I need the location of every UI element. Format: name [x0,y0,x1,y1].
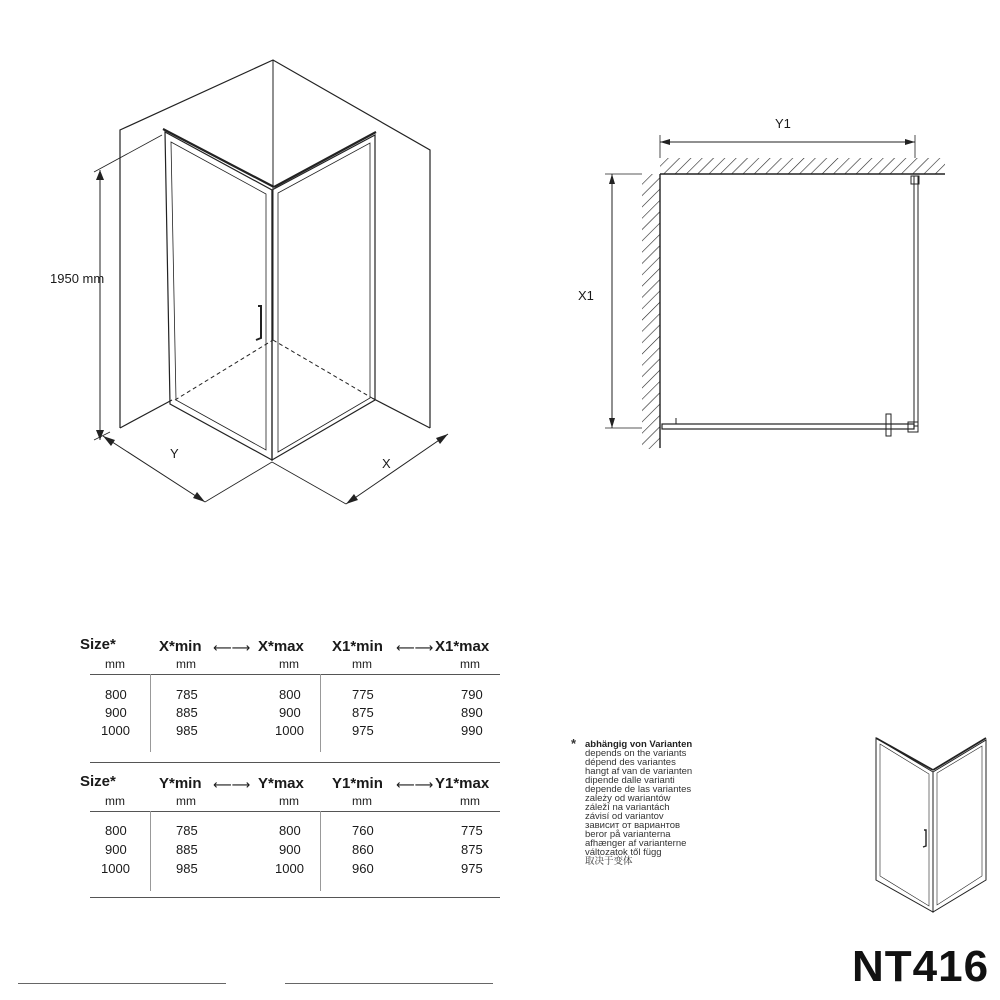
size-table-x: Size* X*min ⟵⟶ X*max X1*min ⟵⟶ X1*max mm mm mm mm mm 800 785 800 775 790 900 885 900 875 890 1000 985 1000 975 990 [80,630,500,760]
isometric-drawing [0,0,520,520]
range-arrow-icon: ⟵⟶ [396,777,434,792]
header-y-max: Y*max [258,775,304,792]
column-divider [320,811,321,891]
unit-min1: mm [352,657,372,671]
header-x-max: X*max [258,638,304,655]
note-line: hangt af van de varianten [585,766,693,777]
floor-dashed-left [175,340,273,400]
note-line: abhängig von Varianten [585,739,693,750]
table-rule [90,674,500,675]
header-y1-min: Y1*min [332,775,383,792]
note-line: závisí od variantov [585,811,664,822]
unit-min: mm [176,794,196,808]
door-plan [662,424,914,429]
door-panel [165,132,272,460]
top-wall-hatch [660,158,945,174]
door-handle [256,306,261,340]
header-x1-max: X1*max [435,638,490,655]
model-name: NT416 [852,942,990,991]
unit-size: mm [105,794,125,808]
range-arrow-icon: ⟵⟶ [213,640,251,655]
note-line: beror på varianterna [585,829,671,840]
unit-min: mm [176,657,196,671]
header-y1-max: Y1*max [435,775,490,792]
footer-line-left [18,983,226,984]
note-line: зависит от вариантов [585,820,681,831]
table-rule [90,811,500,812]
column-divider [320,674,321,752]
unit-min1: mm [352,794,372,808]
variant-note [571,736,693,867]
note-line: afhænger af varianterne [585,838,687,849]
unit-max: mm [279,794,299,808]
unit-max: mm [279,657,299,671]
plan-view-drawing [560,100,980,460]
y-dimension-label: Y [170,446,179,461]
column-divider [150,674,151,752]
header-x1-min: X1*min [332,638,383,655]
product-thumbnail [870,730,990,915]
footer-line-right [285,983,493,984]
note-line: záleží na variantách [585,802,670,813]
unit-max1: mm [460,794,480,808]
x1-dimension-label: X1 [578,288,594,303]
size-table-y: Size* Y*min ⟵⟶ Y*max Y1*min ⟵⟶ Y1*max mm mm mm mm mm 800 785 800 760 775 900 885 900 860 875 1000 985 1000 960 975 [80,767,500,899]
table-rule [90,897,500,898]
x-dimension-label: X [382,456,391,471]
asterisk-icon: * [571,736,577,751]
door-handle [923,830,926,847]
header-y-min: Y*min [159,775,202,792]
unit-size: mm [105,657,125,671]
y1-dimension-label: Y1 [775,116,791,131]
left-wall-hatch [642,174,660,449]
header-x-min: X*min [159,638,202,655]
note-line: depende de las variantes [585,784,692,795]
unit-max1: mm [460,657,480,671]
range-arrow-icon: ⟵⟶ [396,640,434,655]
floor-dashed-right [273,340,372,398]
range-arrow-icon: ⟵⟶ [213,777,251,792]
height-label: 1950 mm [50,271,105,286]
note-line: depends on the variants [585,748,687,759]
side-panel-plan [914,176,918,426]
header-size: Size* [80,773,116,790]
note-line: 取决于变体 [585,856,633,867]
column-divider [150,811,151,891]
note-line: zależy od wariantów [585,793,671,804]
note-line: változatok től függ [585,847,662,858]
note-line: dépend des variantes [585,757,676,768]
note-line: dipende dalle varianti [585,775,675,786]
table-rule [90,762,500,763]
side-panel [272,135,375,460]
header-size: Size* [80,636,116,653]
